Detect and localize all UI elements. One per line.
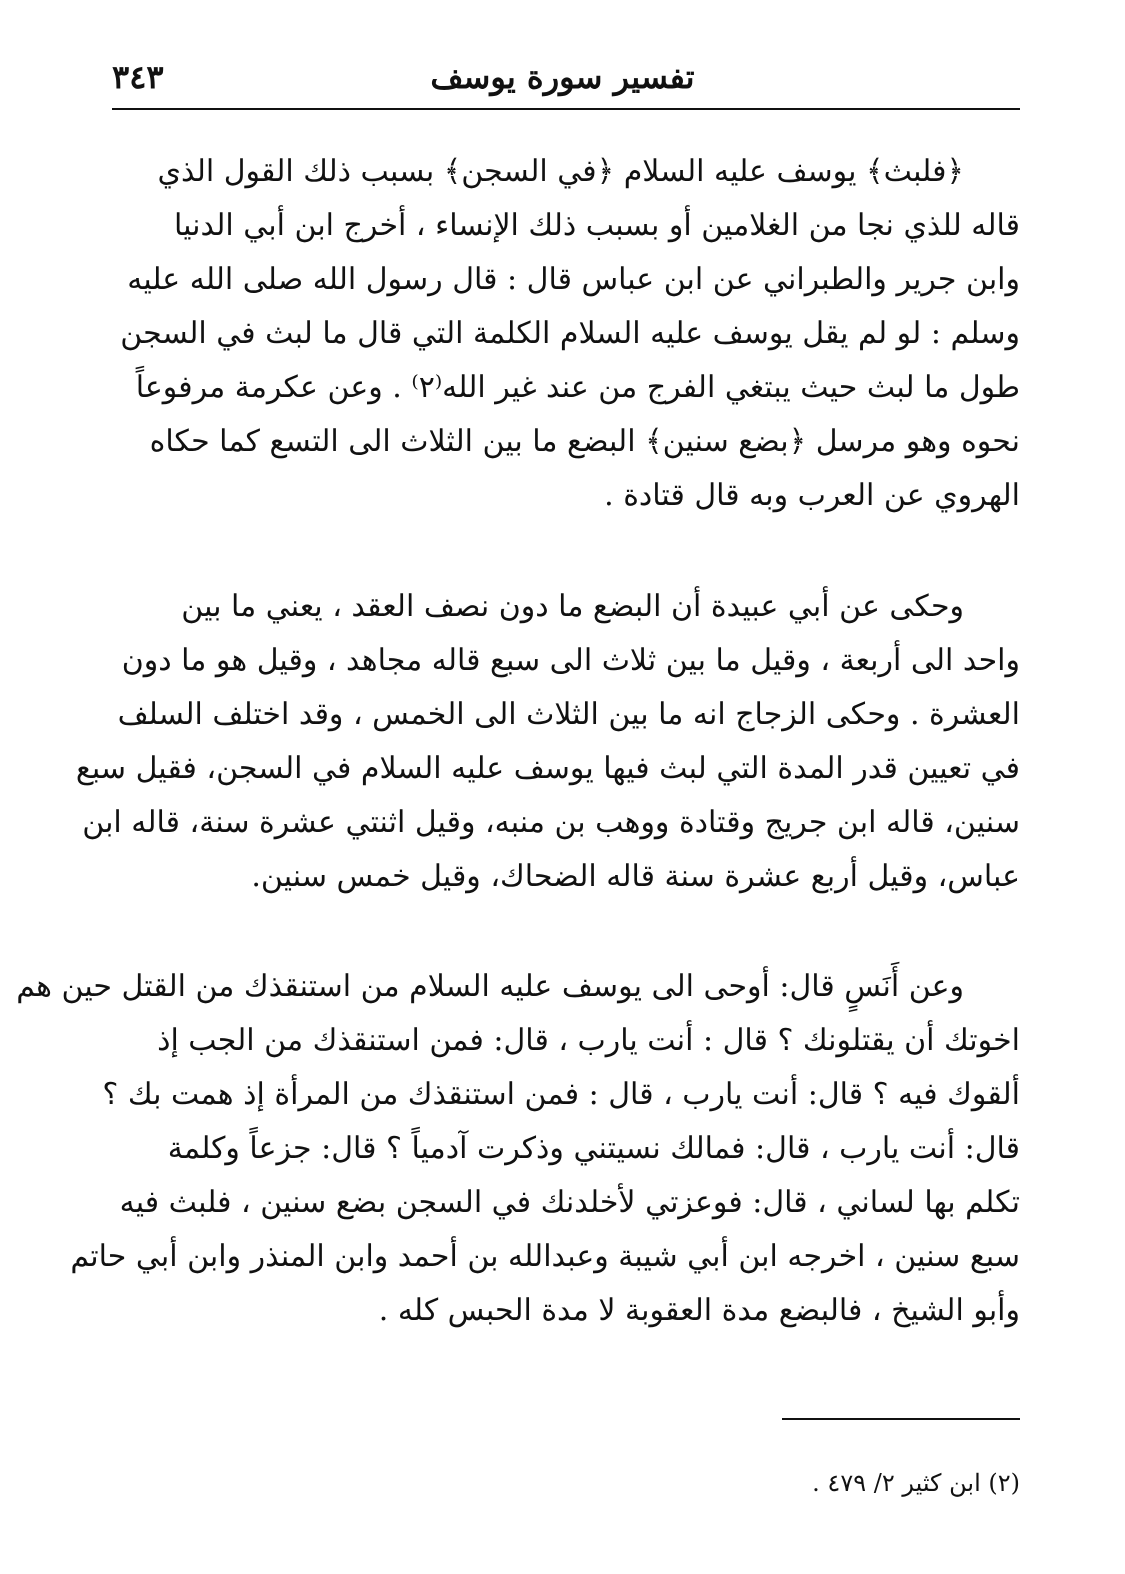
text-line: اخوتك أن يقتلونك ؟ قال : أنت يارب ، قال: فمن استنقذك من الجب إذ [157,1023,1020,1058]
text-line: وسلم : لو لم يقل يوسف عليه السلام الكلمة التي قال ما لبث في السجن [120,316,1020,351]
paragraph-2 [75,580,1020,904]
text-line: ألقوك فيه ؟ قال: أنت يارب ، قال : فمن استنقذك من المرأة إذ همت بك ؟ [102,1077,1020,1112]
text-line: وأبو الشيخ ، فالبضع مدة العقوبة لا مدة الحبس كله . [378,1293,1020,1328]
text-line: سبع سنين ، اخرجه ابن أبي شيبة وعبدالله بن أحمد وابن المنذر وابن أبي حاتم [70,1239,1020,1274]
text-line: العشرة . وحكى الزجاج انه ما بين الثلاث الى الخمس ، وقد اختلف السلف [117,697,1020,732]
text-line: في تعيين قدر المدة التي لبث فيها يوسف عليه السلام في السجن، فقيل سبع [75,751,1020,786]
text-line: تكلم بها لساني ، قال: فوعزتي لأخلدنك في السجن بضع سنين ، فلبث فيه [119,1185,1020,1220]
text-line: ﴿فلبث﴾ يوسف عليه السلام ﴿في السجن﴾ بسبب ذلك القول الذي [157,154,964,189]
text-line: سنين، قاله ابن جريج وقتادة ووهب بن منبه، وقيل اثنتي عشرة سنة، قاله ابن [82,805,1020,840]
text-line: قاله للذي نجا من الغلامين أو بسبب ذلك الإنساء ، أخرج ابن أبي الدنيا [173,208,1020,243]
text-line: نحوه وهو مرسل ﴿بضع سنين﴾ البضع ما بين الثلاث الى التسع كما حكاه [149,424,1020,459]
paragraph-3 [16,960,1020,1338]
text-line: قال: أنت يارب ، قال: فمالك نسيتني وذكرت آدمياً ؟ قال: جزعاً وكلمة [167,1131,1020,1166]
text-line: وعن أَنَسٍ قال: أوحى الى يوسف عليه السلام من استنقذك من القتل حين هم [16,969,964,1004]
paragraph-1 [112,145,1020,523]
page-number: ٣٤٣ [112,58,164,96]
text-line: طول ما لبث حيث يبتغي الفرج من عند غير الله⁽٢⁾ . وعن عكرمة مرفوعاً [135,370,1020,405]
text-line: وحكى عن أبي عبيدة أن البضع ما دون نصف العقد ، يعني ما بين [181,589,964,624]
text-line: عباس، وقيل أربع عشرة سنة قاله الضحاك، وقيل خمس سنين. [251,859,1020,894]
text-line: واحد الى أربعة ، وقيل ما بين ثلاث الى سبع قاله مجاهد ، وقيل هو ما دون [121,643,1020,678]
footnote: (٢) ابن كثير ٢/ ٤٧٩ . [812,1469,1020,1497]
text-line: وابن جرير والطبراني عن ابن عباس قال : قال رسول الله صلى الله عليه [127,262,1020,297]
running-title: تفسير سورة يوسف [430,58,695,96]
text-line: الهروي عن العرب وبه قال قتادة . [604,478,1020,513]
header-rule [112,108,1020,110]
footnote-rule [782,1418,1020,1420]
